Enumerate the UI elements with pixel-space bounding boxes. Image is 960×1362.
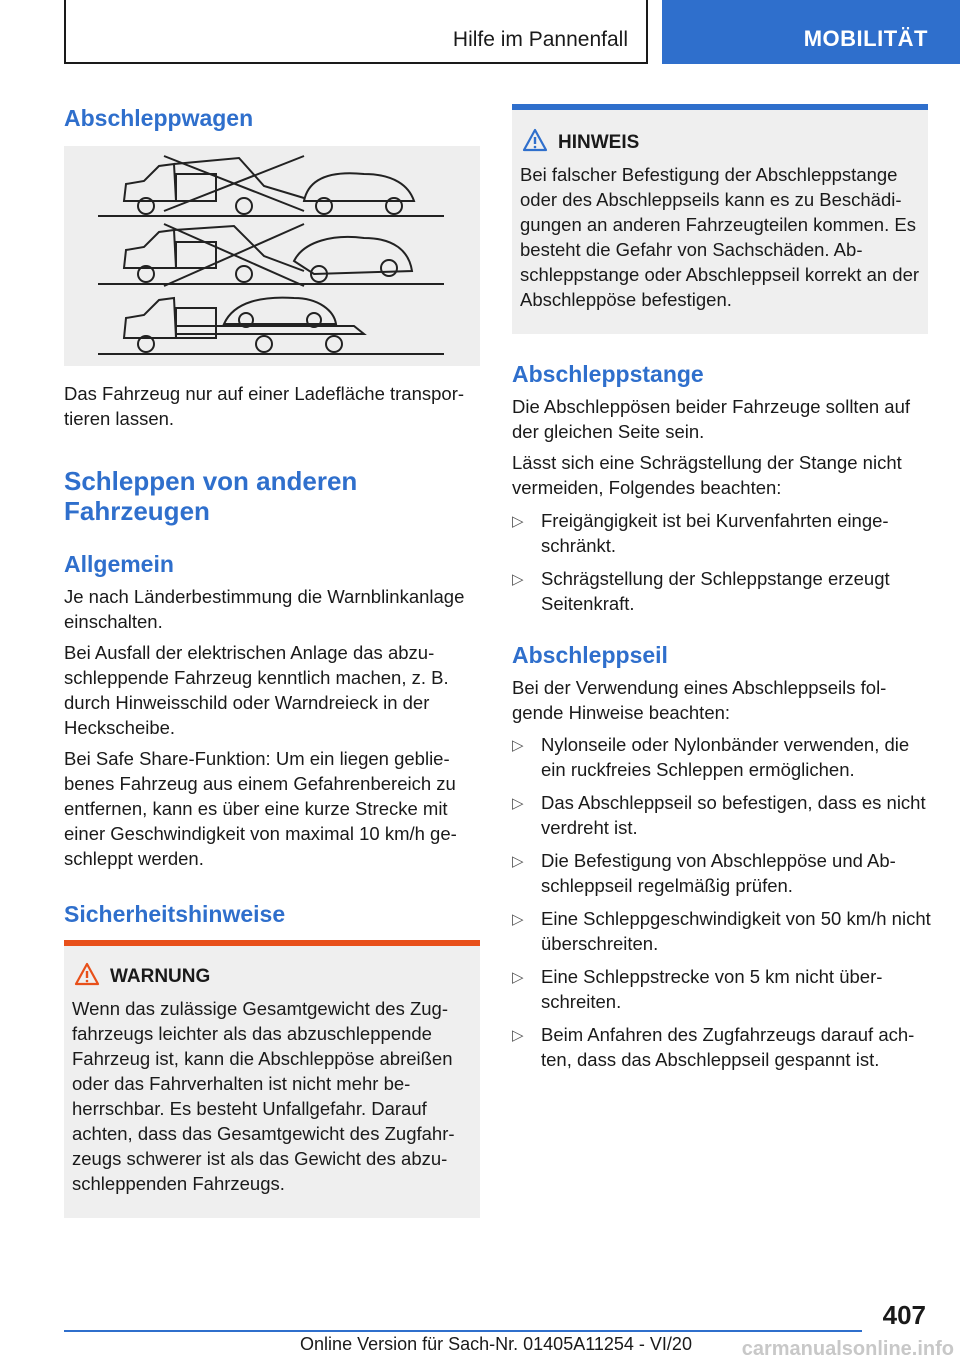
bullet-icon: ▷ bbox=[512, 571, 524, 588]
bullet-icon: ▷ bbox=[512, 737, 524, 754]
list-item-text: Freigängigkeit ist bei Kurvenfahrten einge-schränkt. bbox=[541, 510, 889, 556]
bullet-icon: ▷ bbox=[512, 969, 524, 986]
general-paragraph-2: Bei Ausfall der elektrischen Anlage das abzu-schleppende Fahrzeug kenntlich machen, z. B. durch Hinweisschild oder Warndreieck in der Heckscheibe. bbox=[64, 642, 449, 738]
warning-triangle-icon bbox=[74, 962, 100, 986]
header-section-title: Hilfe im Pannenfall bbox=[452, 28, 628, 51]
notice-label: HINWEIS bbox=[558, 132, 640, 153]
list-item-text: Schrägstellung der Schleppstange erzeugt Seitenkraft. bbox=[541, 568, 890, 614]
bullet-icon: ▷ bbox=[512, 1027, 524, 1044]
header-chapter-tab: MOBILITÄT bbox=[662, 0, 960, 64]
tow-bar-paragraph-1: Die Abschleppösen beider Fahrzeuge sollten auf der gleichen Seite sein. bbox=[512, 396, 911, 442]
heading-tow-bar: Abschleppstange bbox=[512, 361, 704, 387]
tow-bar-bullet-list bbox=[512, 508, 928, 624]
list-item-text: Die Befestigung von Abschleppöse und Ab-schleppseil regelmäßig prüfen. bbox=[541, 850, 896, 896]
list-item-text: Nylonseile oder Nylonbänder verwenden, die ein ruckfreies Schleppen ermöglichen. bbox=[541, 734, 910, 780]
heading-towing-line2: Fahrzeugen bbox=[64, 496, 210, 526]
watermark: carmanualsonline.info bbox=[741, 1338, 954, 1360]
notice-triangle-icon bbox=[522, 128, 548, 152]
bullet-icon: ▷ bbox=[512, 911, 524, 928]
page-number: 407 bbox=[882, 1300, 926, 1330]
heading-towing-line1: Schleppen von anderen bbox=[64, 466, 358, 496]
figure-caption: Das Fahrzeug nur auf einer Ladefläche transpor- tieren lassen. bbox=[64, 383, 465, 429]
footer-rule bbox=[64, 1330, 862, 1332]
tow-bar-paragraph-2: Lässt sich eine Schrägstellung der Stange nicht vermeiden, Folgendes beachten: bbox=[512, 452, 902, 498]
footer-online-version: Online Version für Sach-Nr. 01405A11254 - VI/20 bbox=[300, 1334, 692, 1354]
tow-rope-paragraph-1: Bei der Verwendung eines Abschleppseils fol-gende Hinweise beachten: bbox=[512, 677, 887, 723]
warning-text: Wenn das zulässige Gesamtgewicht des Zug-fahrzeugs leichter als das abzuschleppende Fahrzeug ist, kann die Abschleppöse abreißen oder das Fahrverhalten ist nicht mehr be-herrschbar. Es besteht Unfallgefahr. Darauf achten, dass das Gesamtgewicht des Zugfahr-zeugs schwerer ist als das Gewicht des abzu-schleppenden Fahrzeugs. bbox=[72, 998, 455, 1194]
bullet-icon: ▷ bbox=[512, 513, 524, 530]
heading-general: Allgemein bbox=[64, 551, 174, 577]
general-paragraph-1: Je nach Länderbestimmung die Warnblinkanlage einschalten. bbox=[64, 586, 465, 632]
warning-label: WARNUNG bbox=[110, 966, 211, 987]
list-item-text: Das Abschleppseil so befestigen, dass es nicht verdreht ist. bbox=[541, 792, 926, 838]
general-paragraph-3: Bei Safe Share-Funktion: Um ein liegen geblie-benes Fahrzeug aus einem Gefahrenbereich zu entfernen, kann es über eine kurze Strecke mit einer Geschwindigkeit von maximal 10 km/h ge-schleppt werden. bbox=[64, 748, 457, 869]
tow-truck-illustration bbox=[64, 146, 480, 366]
tow-truck-drawing bbox=[64, 146, 480, 366]
notice-bar bbox=[512, 104, 928, 110]
notice-box bbox=[512, 104, 928, 334]
notice-text: Bei falscher Befestigung der Abschleppstange oder des Abschleppseils kann es zu Beschädi-gungen an anderen Fahrzeugteilen kommen. Es besteht die Gefahr von Sachschäden. Ab-schleppstange oder Abschleppseil korrekt an der Abschleppöse befestigen. bbox=[520, 164, 920, 310]
bullet-icon: ▷ bbox=[512, 853, 524, 870]
warning-box bbox=[64, 940, 480, 1218]
tow-rope-bullet-list bbox=[512, 732, 931, 1072]
bullet-icon: ▷ bbox=[512, 795, 524, 812]
list-item-text: Beim Anfahren des Zugfahrzeugs darauf ach-ten, dass das Abschleppseil gespannt ist. bbox=[541, 1024, 915, 1070]
heading-safety: Sicherheitshinweise bbox=[64, 901, 286, 927]
heading-tow-rope: Abschleppseil bbox=[512, 642, 668, 668]
heading-tow-truck: Abschleppwagen bbox=[64, 105, 254, 131]
header-section-box bbox=[64, 0, 648, 64]
list-item-text: Eine Schleppstrecke von 5 km nicht über-schreiten. bbox=[541, 966, 883, 1012]
list-item-text: Eine Schleppgeschwindigkeit von 50 km/h nicht überschreiten. bbox=[541, 908, 931, 954]
warning-bar bbox=[64, 940, 480, 946]
